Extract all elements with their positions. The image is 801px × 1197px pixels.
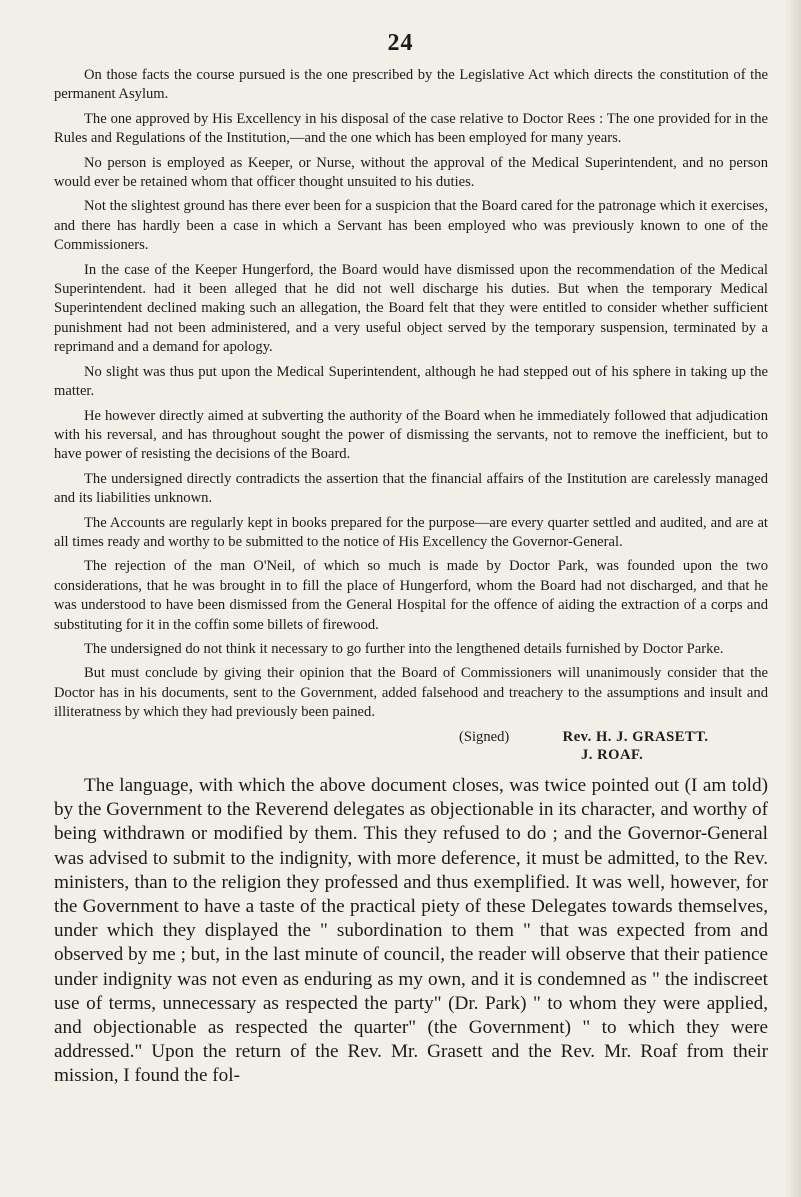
letter-paragraph: On those facts the course pursued is the one prescribed by the Legislative Act which directs the constitution of the permanent Asylum.: [54, 67, 768, 103]
letter-paragraph: The undersigned do not think it necessary to go further into the lengthened details furnished by Doctor Parke.: [84, 640, 724, 657]
letter-paragraph: No person is employed as Keeper, or Nurse, without the approval of the Medical Superintendent, and no person would ever be retained whom that officer thought unsuited to his duties.: [54, 154, 768, 191]
letter-paragraph: The one approved by His Excellency in his disposal of the case relative to Doctor Rees : The one provided for in the Rules and Regulations of the Institution,—and the one which has been employed for many years.: [54, 110, 768, 147]
letter-paragraph: Not the slightest ground has there ever been for a suspicion that the Board cared for the patronage which it exercises, and there has hardly been a case in which a Servant has been employed who was previously known to one of the Commissioners.: [54, 198, 768, 254]
signed-label: (Signed): [459, 728, 510, 745]
letter-paragraph: The undersigned directly contradicts the assertion that the financial affairs of the Institution are carelessly managed and its liabilities unknown.: [54, 470, 768, 507]
letter-paragraph: The Accounts are regularly kept in books prepared for the purpose—are every quarter settled and audited, and are at all times ready and worthy to be submitted to the notice of His Excellency the Governor-General.: [54, 514, 768, 550]
page-number: 24: [387, 30, 414, 56]
signature-block: [459, 728, 768, 764]
letter-paragraph: The rejection of the man O'Neil, of which so much is made by Doctor Park, was founded upon the two considerations, that he was brought in to fill the place of Hungerford, whom the Board had not discharged, and that he was understood to have been dismissed from the General Hospital for the offence of aiding the extraction of a corps and substituting for it in the coffin some billets of firewood.: [54, 558, 768, 633]
letter-paragraph: No slight was thus put upon the Medical Superintendent, although he had stepped out of his sphere in taking up the matter.: [54, 363, 768, 400]
letter-paragraph: He however directly aimed at subverting the authority of the Board when he immediately followed that adjudication with his reversal, and has throughout sought the power of dismissing the servants, not to remove the inefficient, but to have power of resisting the decisions of the Board.: [54, 407, 768, 463]
body-paragraph: The language, with which the above document closes, was twice pointed out (I am told) by the Government to the Reverend delegates as objectionable in its character, and worthy of being withdrawn or modified by them. This they refused to do ; and the Governor-General was advised to submit to the indignity, with more deference, it must be admitted, to the Rev. ministers, than to the religion they professed and thus exemplified. It was well, however, for the Government to have a taste of the practical piety of these Delegates towards themselves, under which they displayed the " subordination to them " that was expected from and observed by me ; but, in the last minute of council, the reader will observe that their patience under indignity was not even as enduring as my own, and it is condemned as " the indiscreet use of terms, unnecessary as respected the party" (Dr. Park) " to whom they were applied, and objectionable as respected the quarter" (the Government) " to which they were addressed." Upon the return of the Rev. Mr. Grasett and the Rev. Mr. Roaf from their mission, I found the fol-: [54, 775, 768, 1087]
page-edge-shadow: [785, 0, 801, 1197]
signatory-roaf: J. ROAF.: [581, 746, 644, 763]
quoted-letter: [54, 66, 768, 764]
letter-paragraph: In the case of the Keeper Hungerford, the Board would have dismissed upon the recommendation of the Medical Superintendent. had it been alleged that he did not well discharge his duties. But when the temporary Medical Superintendent declined making such an allegation, the Board felt that they were entitled to consider whether sufficient punishment had not been administered, and a very useful object served by the temporary suspension, terminated by a reprimand and a demand for apology.: [54, 261, 768, 356]
letter-paragraph: But must conclude by giving their opinion that the Board of Commissioners will unanimously consider that the Doctor has in his documents, sent to the Government, added falsehood and treachery to the assumptions and insult and illiteratness by which they had previously been pained.: [54, 665, 768, 721]
main-body-text: [54, 774, 768, 1089]
signatory-grasett: Rev. H. J. GRASETT.: [562, 728, 709, 745]
